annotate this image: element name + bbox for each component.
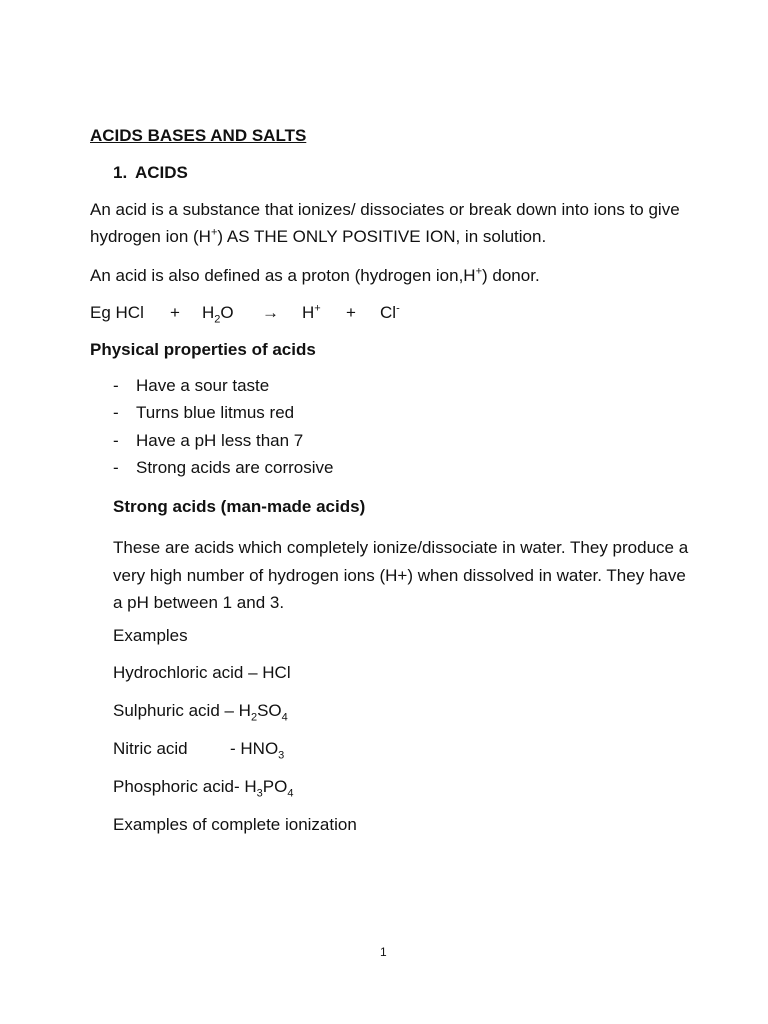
acid-definition-post: ) AS THE ONLY POSITIVE ION, in solution. [217,227,547,246]
acid-definition-sup: + [210,226,218,239]
nitric-formula [230,739,285,762]
physical-properties-heading: Physical properties of acids [90,340,316,359]
sulphuric-mid: SO [257,701,282,720]
cl-ion-symbol: Cl [380,303,397,322]
water-o: O [220,303,234,322]
phosphoric-sub1: 3 [256,787,263,800]
list-item-text: Strong acids are corrosive [136,457,334,477]
nitric-formula-pre: - HNO [230,739,279,758]
list-item-text: Have a pH less than 7 [136,430,304,450]
phosphoric-pre: Phosphoric acid- H [113,777,257,796]
proton-donor-definition [90,262,690,289]
document-title: ACIDS BASES AND SALTS [90,126,307,145]
example-phosphoric-acid [113,777,294,800]
list-item-text: Have a sour taste [136,376,270,395]
example-hydrochloric-acid: Hydrochloric acid – HCl [113,663,291,682]
strong-acids-heading: Strong acids (man-made acids) [113,497,366,516]
equation-plus-2: + [346,303,356,322]
water-h: H [202,303,215,322]
page-number: 1 [380,945,387,959]
sulphuric-sub2: 4 [281,711,288,724]
nitric-name: Nitric acid [113,739,188,758]
complete-ionization-label: Examples of complete ionization [113,815,357,834]
section-number: 1. [113,163,128,182]
acid-definition-paragraph [90,196,690,250]
example-nitric-acid [113,739,285,762]
bullet-dash: - [113,403,119,423]
section-heading-text: ACIDS [135,163,188,182]
sulphuric-pre: Sulphuric acid – H [113,701,251,720]
examples-label: Examples [113,626,188,645]
nitric-sub: 3 [278,749,285,762]
phosphoric-mid: PO [262,777,288,796]
section-heading-acids [113,163,188,183]
bullet-dash: - [113,457,119,477]
list-item [113,376,333,403]
equation-h-ion [302,303,321,323]
list-item [113,431,333,458]
equation-eg: Eg HCl [90,303,144,322]
list-item [113,458,333,485]
physical-properties-list [113,376,333,485]
cl-ion-sup: - [396,302,400,315]
acid-definition-pre: An acid is a substance that ionizes/ dissociates or break down into ions to give hydrogen ion (H [90,200,680,246]
arrow-icon: → [262,303,279,322]
h-ion-symbol: H [302,303,315,322]
proton-donor-sup: + [475,265,483,278]
proton-donor-pre: An acid is also defined as a proton (hydrogen ion,H [90,266,476,285]
phosphoric-sub2: 4 [287,787,294,800]
equation-cl-ion [380,303,400,323]
proton-donor-post: ) donor. [482,266,540,285]
list-item [113,403,333,430]
h-ion-sup: + [314,302,321,315]
bullet-dash: - [113,430,119,450]
equation-water [202,303,234,326]
example-sulphuric-acid [113,701,288,724]
bullet-dash: - [113,376,119,395]
strong-acids-paragraph: These are acids which completely ionize/dissociate in water. They produce a very high number of hydrogen ions (H+) when dissolved in water. They have a pH between 1 and 3. [113,538,689,612]
sulphuric-sub1: 2 [250,711,258,724]
equation-plus-1: + [170,303,180,322]
list-item-text: Turns blue litmus red [136,403,295,423]
water-sub: 2 [214,313,221,326]
